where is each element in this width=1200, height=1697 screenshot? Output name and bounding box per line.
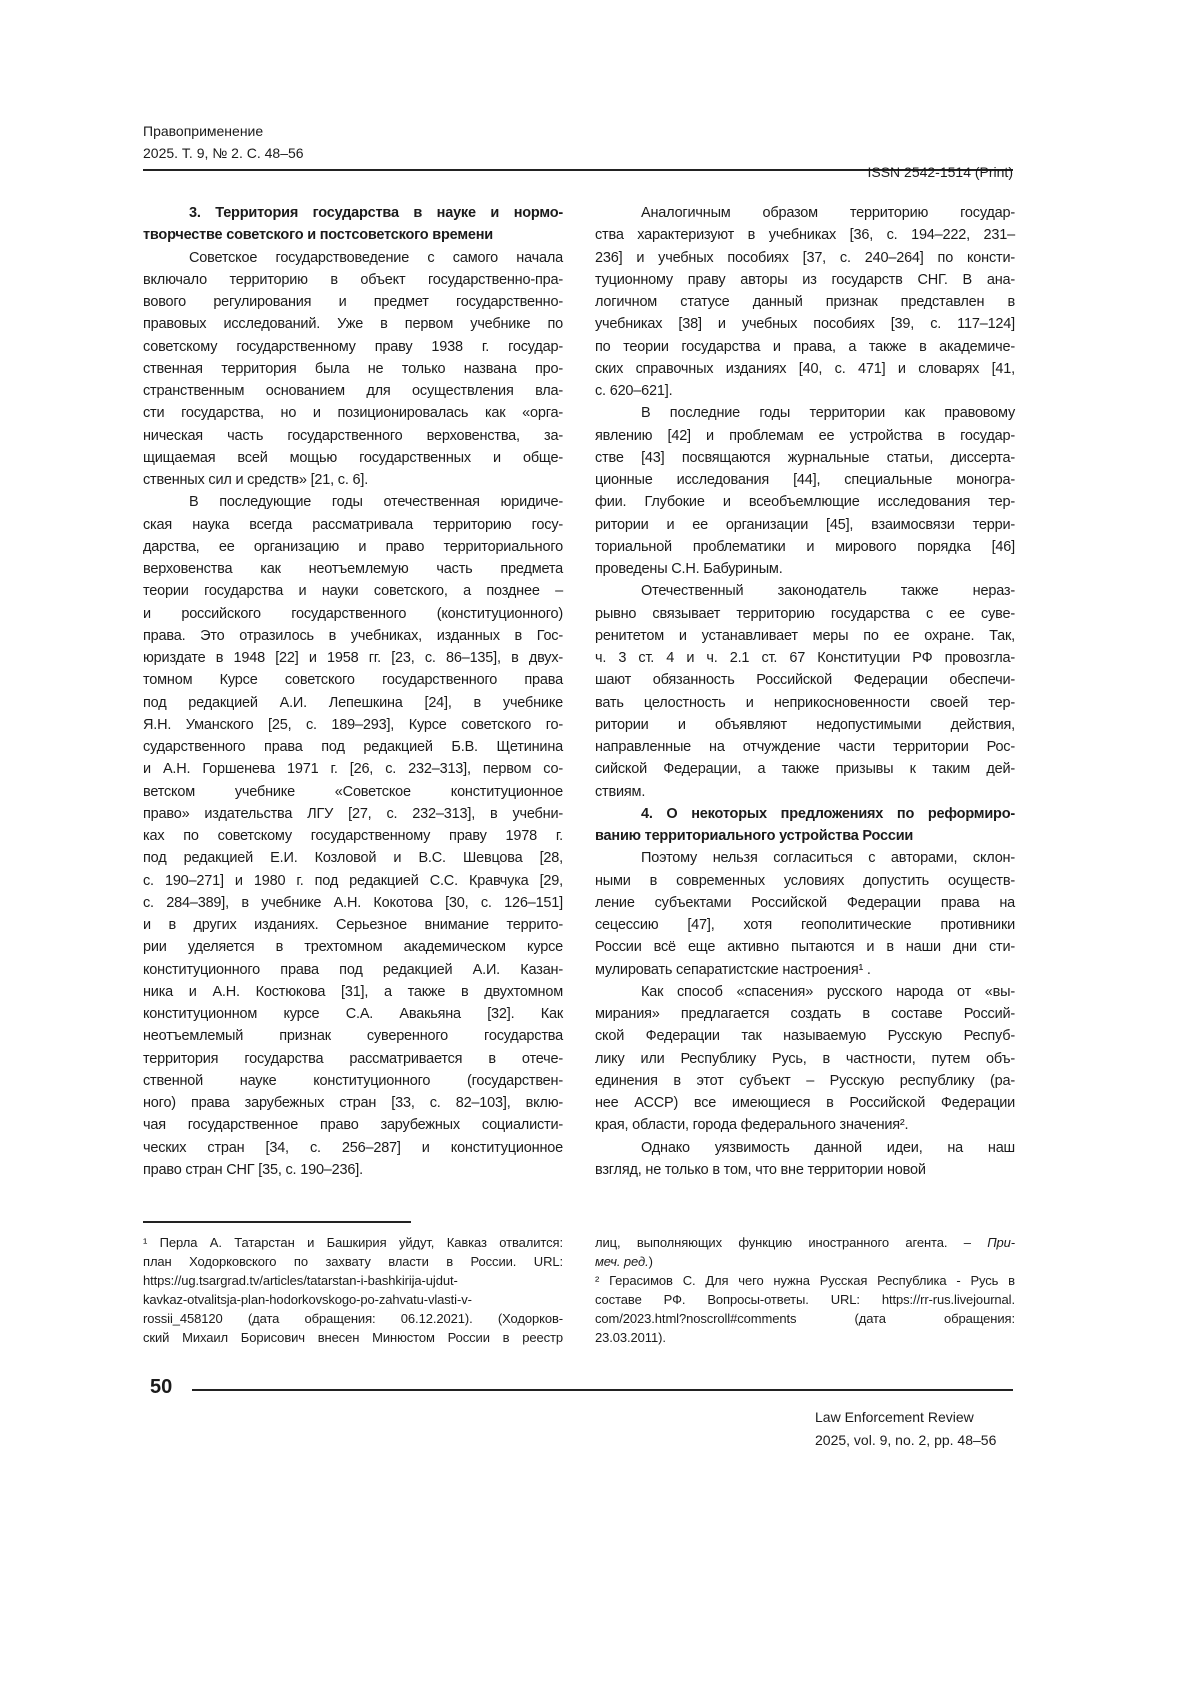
text-line: ционные исследования [44], специальные моногра-	[595, 469, 1015, 491]
text-line: с. 284–389], в учебнике А.Н. Кокотова [30, с. 126–151]	[143, 892, 563, 914]
text-line: направленные на отчуждение части территории Рос-	[595, 736, 1015, 758]
text-line: ника и А.Н. Костюкова [31], а также в двухтомном	[143, 981, 563, 1003]
text-line: чая государственное право зарубежных социалисти-	[143, 1114, 563, 1136]
text-line: юриздате в 1948 [22] и 1958 гг. [23, с. 86–135], в двух-	[143, 647, 563, 669]
text-line: Аналогичным образом территорию государ-	[595, 202, 1015, 224]
section-heading	[143, 202, 563, 247]
text-line: с. 620–621].	[595, 380, 1015, 402]
text-line: стве [43] посвящаются журнальные статьи, диссерта-	[595, 447, 1015, 469]
text-line: явлению [42] и проблемам ее устройства в государ-	[595, 425, 1015, 447]
text-line: ческих стран [34, с. 256–287] и конституционное	[143, 1137, 563, 1159]
text-line: взгляд, не только в том, что вне территории новой	[595, 1159, 1015, 1181]
text-line: ными в современных условиях допустить осуществ-	[595, 870, 1015, 892]
text-line: ванию территориального устройства России	[595, 825, 1015, 847]
text-line: и российского государственного (конституционного)	[143, 603, 563, 625]
text-line: ская наука всегда рассматривала территорию госу-	[143, 514, 563, 536]
text-line: рии уделяется в трехтомном академическом курсе	[143, 936, 563, 958]
paragraph	[595, 202, 1015, 402]
text-line: ч. 3 ст. 4 и ч. 2.1 ст. 67 Конституции РФ провозгла-	[595, 647, 1015, 669]
text-line: ническая часть государственного верховенства, за-	[143, 425, 563, 447]
footnote-line: https://ug.tsargrad.tv/articles/tatarstan-i-bashkirija-ujdut-	[143, 1271, 563, 1290]
footer-rule	[192, 1389, 1013, 1391]
footnote-line: составе РФ. Вопросы-ответы. URL: https://rr-rus.livejournal.	[595, 1290, 1015, 1309]
text-line: ление субъектами Российской Федерации права на	[595, 892, 1015, 914]
paragraph	[595, 1137, 1015, 1182]
text-line: логичном статусе данный признак представлен в	[595, 291, 1015, 313]
text-line: мулировать сепаратистские настроения¹ .	[595, 959, 1015, 981]
text-line: включало территорию в объект государственно-пра-	[143, 269, 563, 291]
text-line: туционному праву авторы из государств СНГ. В ана-	[595, 269, 1015, 291]
text-line: по теории государства и права, а также в академиче-	[595, 336, 1015, 358]
text-line: неотъемлемый признак суверенного государства	[143, 1025, 563, 1047]
footnote-separator	[143, 1221, 411, 1223]
text-line: советскому государственному праву 1938 г. государ-	[143, 336, 563, 358]
footnote-2	[595, 1271, 1015, 1347]
text-line: дарства, ее организацию и право территориального	[143, 536, 563, 558]
footnote-line: ² Герасимов С. Для чего нужна Русская Республика - Русь в	[595, 1271, 1015, 1290]
text-line: ства характеризуют в учебниках [36, с. 194–222, 231–	[595, 224, 1015, 246]
footnote-line: ¹ Перла А. Татарстан и Башкирия уйдут, Кавказ отвалится:	[143, 1233, 563, 1252]
text-line: фии. Глубокие и всеобъемлющие исследования тер-	[595, 491, 1015, 513]
right-column	[595, 202, 1015, 1181]
text-line: странственным основанием для осуществления вла-	[143, 380, 563, 402]
footnote-text: лиц, выполняющих функцию иностранного агента. –	[595, 1235, 987, 1250]
text-line: единения в этот субъект – Русскую республику (ра-	[595, 1070, 1015, 1092]
text-line: проведены С.Н. Бабуриным.	[595, 558, 1015, 580]
text-line: сударственного права под редакцией Б.В. Щетинина	[143, 736, 563, 758]
footnote-line: план Ходорковского по захвату власти в России. URL:	[143, 1252, 563, 1271]
text-line: ской Федерации так называемую Русскую Респуб-	[595, 1025, 1015, 1047]
page-number: 50	[150, 1376, 172, 1399]
text-line: 3. Территория государства в науке и нормо-	[143, 202, 563, 224]
text-line: конституционного права под редакцией А.И. Казан-	[143, 959, 563, 981]
text-line: Поэтому нельзя согласиться с авторами, склон-	[595, 847, 1015, 869]
text-line: томном Курсе советского государственного права	[143, 669, 563, 691]
text-line: и А.Н. Горшенева 1971 г. [26, с. 232–313], первом со-	[143, 758, 563, 780]
footnote-line: ский Михаил Борисович внесен Минюстом России в реестр	[143, 1328, 563, 1347]
text-line: правовых исследований. Уже в первом учебнике по	[143, 313, 563, 335]
paragraph	[595, 847, 1015, 981]
text-line: 236] и учебных пособиях [37, с. 240–264] по консти-	[595, 247, 1015, 269]
text-line: шают обязанность Российской Федерации обеспечи-	[595, 669, 1015, 691]
text-line: Советское государствоведение с самого начала	[143, 247, 563, 269]
text-line: сийской Федерации, а также призывы к таким дей-	[595, 758, 1015, 780]
footnote-line	[595, 1233, 1015, 1252]
text-line: России всё еще активно пытаются и в наши дни сти-	[595, 936, 1015, 958]
text-line: края, области, города федерального значения².	[595, 1114, 1015, 1136]
issue-info-en: 2025, vol. 9, no. 2, pp. 48–56	[815, 1429, 996, 1451]
text-line: теории государства и науки советского, а позднее –	[143, 580, 563, 602]
text-line: право» издательства ЛГУ [27, с. 232–313], в учебни-	[143, 803, 563, 825]
text-line: учебниках [38] и учебных пособиях [39, с. 117–124]	[595, 313, 1015, 335]
text-line: ских справочных изданиях [40, с. 471] и словарях [41,	[595, 358, 1015, 380]
paragraph	[595, 402, 1015, 580]
text-line: конституционном курсе С.А. Авакьяна [32]. Как	[143, 1003, 563, 1025]
text-line: мирания» предлагается создать в составе Россий-	[595, 1003, 1015, 1025]
text-line: ториальной проблематики и мирового порядка [46]	[595, 536, 1015, 558]
footnote-1-continued	[595, 1233, 1015, 1347]
text-line: ренитетом и устанавливает меры по ее охране. Так,	[595, 625, 1015, 647]
issn: ISSN 2542-1514 (Print)	[867, 161, 1013, 183]
paragraph	[143, 491, 563, 1181]
text-line: Отечественный законодатель также нераз-	[595, 580, 1015, 602]
footnote-line	[595, 1252, 1015, 1271]
paragraph	[595, 580, 1015, 803]
text-line: В последние годы территории как правовому	[595, 402, 1015, 424]
text-line: верховенства как неотъемлемую часть предмета	[143, 558, 563, 580]
text-line: Однако уязвимость данной идеи, на наш	[595, 1137, 1015, 1159]
text-line: вать целостность и неприкосновенности своей тер-	[595, 692, 1015, 714]
text-line: вового регулирования и предмет государственно-	[143, 291, 563, 313]
text-line: ритории и объявляют недопустимыми действия,	[595, 714, 1015, 736]
text-line: сти государства, но и позиционировалась как «орга-	[143, 402, 563, 424]
text-line: ствиям.	[595, 781, 1015, 803]
journal-title-en: Law Enforcement Review	[815, 1406, 974, 1428]
left-column	[143, 202, 563, 1181]
text-line: с. 190–271] и 1980 г. под редакцией С.С. Кравчука [29,	[143, 870, 563, 892]
text-line: ственных сил и средств» [21, с. 6].	[143, 469, 563, 491]
text-line: щищаемая всей мощью государственных и обще-	[143, 447, 563, 469]
issue-info-ru: 2025. Т. 9, № 2. С. 48–56	[143, 142, 304, 164]
paragraph	[595, 981, 1015, 1137]
text-line: ственная территория была не только названа про-	[143, 358, 563, 380]
text-line: и в других изданиях. Серьезное внимание террито-	[143, 914, 563, 936]
text-line: творчестве советского и постсоветского времени	[143, 224, 563, 246]
text-line: 4. О некоторых предложениях по реформиро-	[595, 803, 1015, 825]
footnote-text: )	[649, 1254, 653, 1269]
text-line: нее АССР) все имеющиеся в Российской Федерации	[595, 1092, 1015, 1114]
footnote-line: com/2023.html?noscroll#comments (дата обращения:	[595, 1309, 1015, 1328]
footnote-line: kavkaz-otvalitsja-plan-hodorkovskogo-po-zahvatu-vlasti-v-	[143, 1290, 563, 1309]
text-line: ственной науке конституционного (государствен-	[143, 1070, 563, 1092]
text-line: ках по советскому государственному праву 1978 г.	[143, 825, 563, 847]
footnote-1	[143, 1233, 563, 1347]
text-line: В последующие годы отечественная юридиче-	[143, 491, 563, 513]
text-line: ветском учебнике «Советское конституционное	[143, 781, 563, 803]
journal-title-ru: Правоприменение	[143, 120, 263, 142]
footnote-line: 23.03.2011).	[595, 1328, 1015, 1347]
section-heading	[595, 803, 1015, 848]
text-line: рывно связывает территорию государства с ее суве-	[595, 603, 1015, 625]
text-line: Я.Н. Уманского [25, с. 189–293], Курсе советского го-	[143, 714, 563, 736]
editor-note: При-	[987, 1235, 1015, 1250]
text-line: территория государства рассматривается в отече-	[143, 1048, 563, 1070]
text-line: права. Это отразилось в учебниках, изданных в Гос-	[143, 625, 563, 647]
text-line: Как способ «спасения» русского народа от «вы-	[595, 981, 1015, 1003]
editor-note: меч. ред.	[595, 1254, 649, 1269]
text-line: под редакцией Е.И. Козловой и В.С. Шевцова [28,	[143, 847, 563, 869]
text-line: под редакцией А.И. Лепешкина [24], в учебнике	[143, 692, 563, 714]
text-line: сецессию [47], хотя геополитические противники	[595, 914, 1015, 936]
footnote-line: rossii_458120 (дата обращения: 06.12.2021). (Ходорков-	[143, 1309, 563, 1328]
text-line: право стран СНГ [35, с. 190–236].	[143, 1159, 563, 1181]
text-line: ного) права зарубежных стран [33, с. 82–103], вклю-	[143, 1092, 563, 1114]
text-line: ритории и ее организации [45], взаимосвязи терри-	[595, 514, 1015, 536]
text-line: лику или Республику Русь, в частности, путем объ-	[595, 1048, 1015, 1070]
paragraph	[143, 247, 563, 492]
